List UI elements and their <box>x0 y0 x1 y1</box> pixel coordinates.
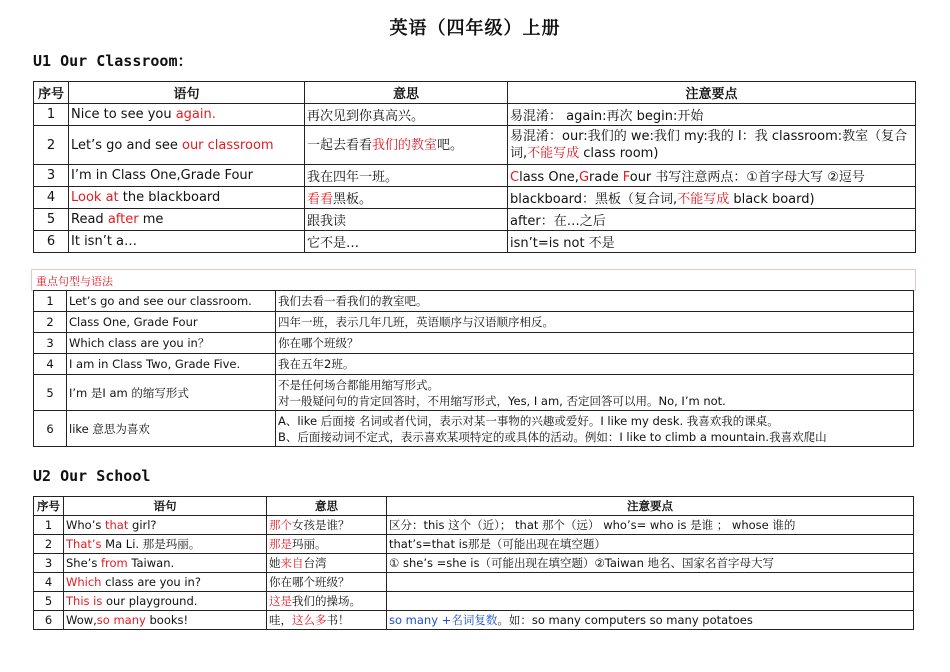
meaning-cell-run: 黑板。 <box>333 192 373 207</box>
sentence-cell-run: the blackboard <box>118 190 221 205</box>
col-header-sentence: 语句 <box>69 82 305 104</box>
notes-cell <box>508 104 916 126</box>
table-row <box>34 312 914 333</box>
meaning-cell-run: 一起去看看 <box>307 137 373 153</box>
meaning-cell-run: 她 <box>269 556 281 570</box>
meaning-cell-run: 它不是… <box>307 236 360 251</box>
table-row <box>34 231 916 253</box>
table-row <box>34 165 916 187</box>
table-row <box>34 611 914 630</box>
sentence-cell-run: This is <box>66 594 103 608</box>
col-header-notes: 注意要点 <box>508 82 916 104</box>
notes-cell <box>387 535 914 554</box>
table-row <box>34 516 914 535</box>
sentence-cell: Class One, Grade Four <box>67 312 276 333</box>
notes-cell-run: black board) <box>729 192 815 207</box>
row-number: 6 <box>34 611 64 630</box>
sentence-cell-run: Let’s go and see <box>71 137 182 153</box>
meaning-cell: 四年一班，表示几年几班，英语顺序与汉语顺序相反。 <box>276 312 914 333</box>
row-number: 1 <box>34 291 67 312</box>
row-number: 3 <box>34 165 69 187</box>
meaning-cell-run: 这是 <box>269 594 292 608</box>
table-row <box>34 187 916 209</box>
table-row <box>34 573 914 592</box>
row-number: 3 <box>34 554 64 573</box>
meaning-cell-run: 来自 <box>280 556 304 570</box>
meaning-cell-run: 我们的教室 <box>372 137 438 153</box>
meaning-cell-run: 那是 <box>269 537 292 551</box>
sentence-cell: I’m 是I am 的缩写形式 <box>67 375 276 411</box>
row-number: 5 <box>34 209 69 231</box>
row-number: 4 <box>34 573 64 592</box>
col-header-sentence: 语句 <box>64 497 267 516</box>
table-row <box>34 126 916 165</box>
sentence-cell-run: girl? <box>128 518 157 532</box>
row-number: 6 <box>34 411 67 447</box>
sentence-cell-run: that <box>105 518 129 532</box>
notes-cell <box>387 573 914 592</box>
row-number: 2 <box>34 312 67 333</box>
page-title: 英语（四年级）上册 <box>389 18 561 39</box>
notes-cell-run: 。如：so many computers so many potatoes <box>497 613 753 627</box>
table-row <box>34 354 914 375</box>
sentence-cell-run: after <box>107 212 139 227</box>
key-patterns-heading-box <box>31 269 916 291</box>
table-row <box>34 104 916 126</box>
sentence-cell: I am in Class Two, Grade Five. <box>67 354 276 375</box>
sentence-cell-run: I’m in Class One,Grade Four <box>71 168 253 183</box>
notes-cell-run: 区分：this 这个（近）； that 那个（远） who’s= who is 是谁 ； whose 谁的 <box>389 518 796 532</box>
sentence-cell-run: so many <box>96 613 146 627</box>
meaning-cell-run: 我在四年一班。 <box>307 170 399 185</box>
sentence-cell <box>64 516 267 535</box>
sentence-cell-run: Look at <box>71 190 119 205</box>
sentence-cell-run: again. <box>175 107 216 122</box>
table-row <box>34 333 914 354</box>
row-number: 4 <box>34 187 69 209</box>
meaning-cell-run: 哇， <box>269 613 292 627</box>
notes-cell-run: lass One, <box>519 170 579 185</box>
notes-cell <box>387 592 914 611</box>
meaning-cell-run: 这么多 <box>292 613 327 627</box>
meaning-cell-run: 那个 <box>269 518 292 532</box>
unit2-heading: U2 Our School <box>33 467 151 485</box>
sentence-cell <box>64 592 267 611</box>
unit2-table <box>33 496 914 630</box>
meaning-cell: A、like 后面接 名词或者代词，表示对某一事物的兴趣或爱好。I like my desk. 我喜欢我的课桌。 B、后面接动词不定式，表示喜欢某项特定的或具体的活动。例如：I like to climb a mountain.我喜欢爬山 <box>276 411 914 447</box>
notes-cell <box>387 611 914 630</box>
unit1-table <box>33 81 916 253</box>
row-number: 5 <box>34 592 64 611</box>
row-number: 2 <box>34 535 64 554</box>
sentence-cell <box>69 126 305 165</box>
notes-cell-run: that’s=that is那是（可能出现在填空题） <box>389 537 606 551</box>
col-header-meaning: 意思 <box>305 82 508 104</box>
meaning-cell-run: 书！ <box>326 613 350 627</box>
row-number: 4 <box>34 354 67 375</box>
meaning-cell: 我们去看一看我们的教室吧。 <box>276 291 914 312</box>
notes-cell-run: our 书写注意两点：①首字母大写 ②逗号 <box>629 170 865 185</box>
meaning-cell <box>305 126 508 165</box>
sentence-cell-run: That’s <box>66 537 102 551</box>
meaning-cell-run: 跟我读 <box>307 214 347 229</box>
sentence-cell-run: Taiwan. <box>127 556 175 570</box>
unit1-heading: U1 Our Classroom： <box>33 52 193 70</box>
meaning-cell-run: 吧。 <box>437 137 464 153</box>
sentence-cell <box>69 231 305 253</box>
sentence-cell: Let’s go and see our classroom. <box>67 291 276 312</box>
sentence-cell-run: from <box>100 556 128 570</box>
sentence-cell-run: Wow, <box>66 613 97 627</box>
meaning-cell <box>305 165 508 187</box>
meaning-cell <box>305 187 508 209</box>
sentence-cell <box>64 535 267 554</box>
key-patterns-heading: 重点句型与语法 <box>36 275 113 288</box>
row-number: 3 <box>34 333 67 354</box>
meaning-cell <box>305 104 508 126</box>
notes-cell-run: 不能写成 <box>527 146 580 161</box>
sentence-cell: Which class are you in？ <box>67 333 276 354</box>
table-row <box>34 291 914 312</box>
col-header-number: 序号 <box>34 82 69 104</box>
sentence-cell-run: books! <box>145 613 189 627</box>
notes-cell-run: class room) <box>579 146 659 161</box>
sentence-cell <box>69 209 305 231</box>
sentence-cell-run: me <box>138 212 164 227</box>
row-number: 2 <box>34 126 69 165</box>
notes-cell <box>508 187 916 209</box>
notes-cell-run: 不能写成 <box>677 192 730 207</box>
col-header-notes: 注意要点 <box>387 497 914 516</box>
sentence-cell-run: She’s <box>66 556 101 570</box>
meaning-cell-run: 玛丽。 <box>292 537 327 551</box>
sentence-cell-run: Who’s <box>66 518 105 532</box>
meaning-cell-run: 女孩是谁？ <box>292 518 350 532</box>
table-row <box>34 592 914 611</box>
sentence-cell <box>69 187 305 209</box>
sentence-cell-run: It isn’t a… <box>71 234 138 249</box>
col-header-meaning: 意思 <box>267 497 387 516</box>
sentence-cell <box>64 554 267 573</box>
meaning-cell-run: 再次见到你真高兴。 <box>307 109 425 124</box>
col-header-number: 序号 <box>34 497 64 516</box>
sentence-cell-run: class are you in? <box>101 575 201 589</box>
notes-cell-run: 易混淆： again:再次 begin:开始 <box>510 109 704 124</box>
meaning-cell <box>267 573 387 592</box>
meaning-cell <box>267 554 387 573</box>
notes-cell-run: ① she’s =she is（可能出现在填空题）②Taiwan 地名、国家名首字母大写 <box>389 556 775 570</box>
sentence-cell <box>64 611 267 630</box>
notes-cell-run: G <box>578 170 590 185</box>
row-number: 1 <box>34 104 69 126</box>
sentence-cell-run: Ma Li. 那是玛丽。 <box>101 537 201 551</box>
table-row <box>34 411 914 447</box>
notes-cell-run: 易混淆：our:我们的 we:我们 my:我的 I：我 classroom:教室（复合词, <box>510 129 908 161</box>
row-number: 6 <box>34 231 69 253</box>
meaning-cell: 我在五年2班。 <box>276 354 914 375</box>
notes-cell-run: isn’t=is not 不是 <box>510 236 615 251</box>
sentence-cell-run: our playground. <box>102 594 198 608</box>
meaning-cell-run: 你在哪个班级？ <box>269 575 350 589</box>
row-number: 1 <box>34 516 64 535</box>
sentence-cell-run: Read <box>71 212 108 227</box>
notes-cell <box>387 554 914 573</box>
notes-cell-run: rade <box>589 170 623 185</box>
sentence-cell <box>69 165 305 187</box>
meaning-cell: 你在哪个班级？ <box>276 333 914 354</box>
meaning-cell <box>267 516 387 535</box>
key-patterns-table <box>33 290 914 447</box>
row-number: 5 <box>34 375 67 411</box>
sentence-cell <box>69 104 305 126</box>
meaning-cell: 不是任何场合都能用缩写形式。 对一般疑问句的肯定回答时，不用缩写形式，Yes, I am, 否定回答可以用。No, I’m not. <box>276 375 914 411</box>
notes-cell-run: C <box>510 170 520 185</box>
table-row <box>34 209 916 231</box>
notes-cell-run: F <box>622 170 630 185</box>
meaning-cell <box>267 592 387 611</box>
table-row <box>34 535 914 554</box>
sentence-cell <box>64 573 267 592</box>
meaning-cell-run: 台湾 <box>303 556 327 570</box>
table-row <box>34 554 914 573</box>
sentence-cell: like 意思为喜欢 <box>67 411 276 447</box>
notes-cell-run: blackboard：黑板（复合词, <box>510 192 678 207</box>
meaning-cell <box>267 611 387 630</box>
notes-cell <box>508 231 916 253</box>
sentence-cell-run: our classroom <box>181 137 274 153</box>
meaning-cell <box>267 535 387 554</box>
notes-cell-run: so many +名词复数 <box>389 613 498 627</box>
meaning-cell <box>305 209 508 231</box>
notes-cell <box>508 126 916 165</box>
sentence-cell-run: Nice to see you <box>71 107 176 122</box>
sentence-cell-run: Which <box>66 575 102 589</box>
meaning-cell <box>305 231 508 253</box>
table-row <box>34 375 914 411</box>
notes-cell <box>387 516 914 535</box>
notes-cell <box>508 165 916 187</box>
meaning-cell-run: 看看 <box>307 192 334 207</box>
notes-cell-run: after：在…之后 <box>510 214 606 229</box>
meaning-cell-run: 我们的操场。 <box>292 594 361 608</box>
notes-cell <box>508 209 916 231</box>
